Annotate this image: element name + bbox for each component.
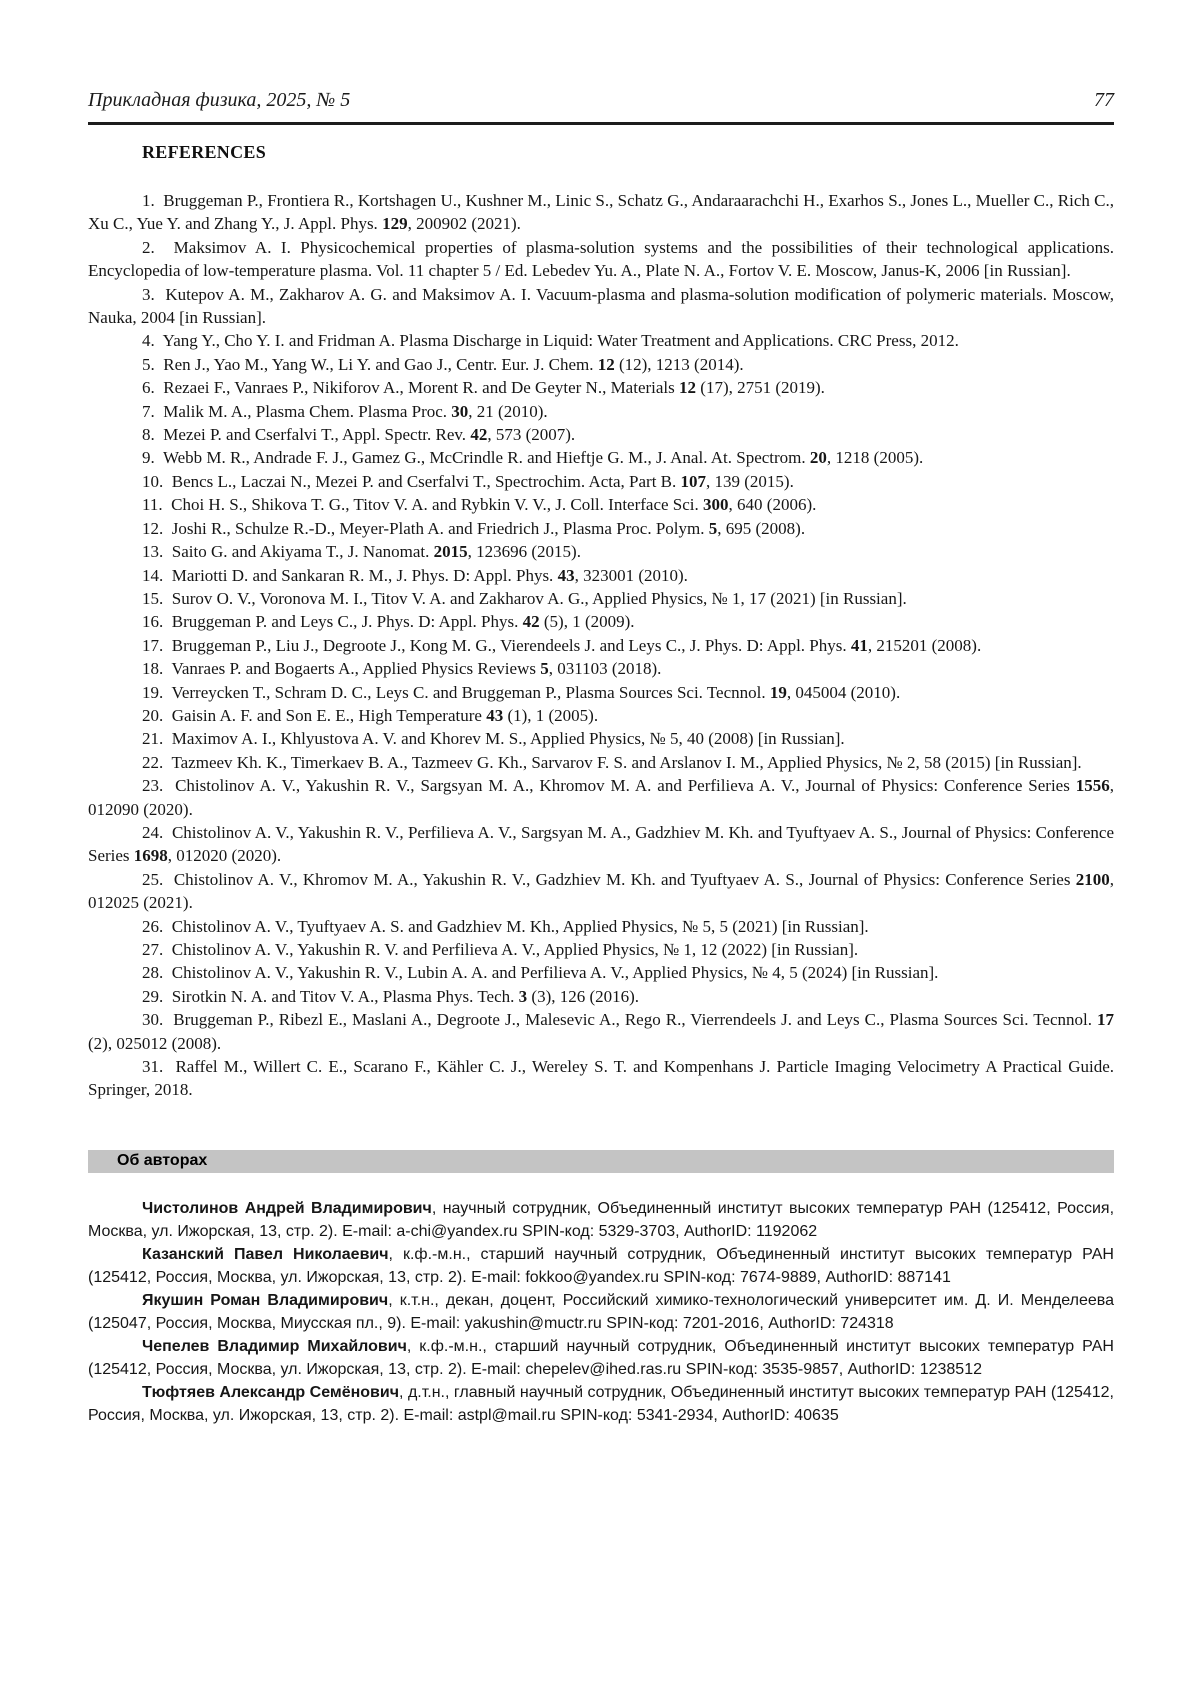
author-item: Чепелев Владимир Михайлович, к.ф.-м.н., старший научный сотрудник, Объединенный институт высоких температур РАН (125412, Россия, Москва, ул. Ижорская, 13, стр. 2). E-mail: chepelev@ihed.ras.ru SPIN-код: 3535-9857, AuthorID: 1238512 xyxy=(88,1337,1114,1378)
header-rule xyxy=(88,122,1114,125)
reference-item: 5. Ren J., Yao M., Yang W., Li Y. and Gao J., Centr. Eur. J. Chem. 12 (12), 1213 (2014). xyxy=(142,354,744,374)
reference-item: 6. Rezaei F., Vanraes P., Nikiforov A., Morent R. and De Geyter N., Materials 12 (17), 2751 (2019). xyxy=(142,378,825,398)
page-number: 77 xyxy=(1094,89,1114,111)
reference-item: 20. Gaisin A. F. and Son E. E., High Temperature 43 (1), 1 (2005). xyxy=(142,705,599,725)
reference-item: 26. Chistolinov A. V., Tyuftyaev A. S. and Gadzhiev M. Kh., Applied Physics, № 5, 5 (2021) [in Russian]. xyxy=(142,916,869,936)
reference-item: 25. Chistolinov A. V., Khromov M. A., Yakushin R. V., Gadzhiev M. Kh. and Tyuftyaev A. S., Journal of Physics: Conference Series 2100, 012025 (2021). xyxy=(88,869,1114,913)
reference-item: 28. Chistolinov A. V., Yakushin R. V., Lubin A. A. and Perfilieva A. V., Applied Physics, № 4, 5 (2024) [in Russian]. xyxy=(142,963,939,983)
reference-item: 15. Surov O. V., Voronova M. I., Titov V. A. and Zakharov A. G., Applied Physics, № 1, 17 (2021) [in Russian]. xyxy=(142,588,907,608)
running-head xyxy=(88,0,1114,112)
author-name: Чистолинов Андрей Владимирович xyxy=(142,1199,432,1217)
author-name: Чепелев Владимир Михайлович xyxy=(142,1337,407,1355)
reference-item: 27. Chistolinov A. V., Yakushin R. V. and Perfilieva A. V., Applied Physics, № 1, 12 (2022) [in Russian]. xyxy=(142,940,859,959)
reference-item: 14. Mariotti D. and Sankaran R. M., J. Phys. D: Appl. Phys. 43, 323001 (2010). xyxy=(142,565,688,585)
reference-item: 21. Maximov A. I., Khlyustova A. V. and Khorev M. S., Applied Physics, № 5, 40 (2008) [in Russian]. xyxy=(142,729,845,749)
author-item: Якушин Роман Владимирович, к.т.н., декан, доцент, Российский химико-технологический университет им. Д. И. Менделеева (125047, Россия, Москва, Миусская пл., 9). E-mail: yakushin@muctr.ru SPIN-код: 7201-2016, AuthorID: 724318 xyxy=(88,1291,1114,1332)
reference-item: 23. Chistolinov A. V., Yakushin R. V., Sargsyan M. A., Khromov M. A. and Perfilieva A. V., Journal of Physics: Conference Series 1556, 012090 (2020). xyxy=(88,776,1114,819)
author-name: Якушин Роман Владимирович xyxy=(142,1291,389,1309)
author-item: Тюфтяев Александр Семёнович, д.т.н., главный научный сотрудник, Объединенный институт высоких температур РАН (125412, Россия, Москва, ул. Ижорская, 13, стр. 2). E-mail: astpl@mail.ru SPIN-код: 5341-2934, AuthorID: 40635 xyxy=(88,1383,1115,1424)
author-name: Тюфтяев Александр Семёнович xyxy=(142,1383,400,1401)
reference-item: 13. Saito G. and Akiyama T., J. Nanomat. 2015, 123696 (2015). xyxy=(142,542,581,562)
reference-item: 7. Malik M. A., Plasma Chem. Plasma Proc. 30, 21 (2010). xyxy=(142,401,548,421)
references-heading: REFERENCES xyxy=(142,142,267,162)
reference-item: 3. Kutepov A. M., Zakharov A. G. and Maksimov A. I. Vacuum-plasma and plasma-solution modification of polymeric materials. Moscow, Nauka, 2004 [in Russian]. xyxy=(88,284,1114,328)
reference-item: 31. Raffel M., Willert C. E., Scarano F., Kähler C. J., Wereley S. T. and Kompenhans J. Particle Imaging Velocimetry A Practical Guide. Springer, 2018. xyxy=(88,1057,1114,1100)
reference-item: 2. Maksimov A. I. Physicochemical properties of plasma-solution systems and the possibilities of their technological applications. Encyclopedia of low-temperature plasma. Vol. 11 chapter 5 / Ed. Lebedev Yu. A., Plate N. A., Fortov V. E. Moscow, Janus-K, 2006 [in Russian]. xyxy=(88,237,1114,281)
reference-item: 16. Bruggeman P. and Leys C., J. Phys. D: Appl. Phys. 42 (5), 1 (2009). xyxy=(142,612,635,632)
journal-title: Прикладная физика, 2025, № 5 xyxy=(88,89,351,111)
reference-item: 17. Bruggeman P., Liu J., Degroote J., Kong M. G., Vierendeels J. and Leys C., J. Phys. D: Appl. Phys. 41, 215201 (2008). xyxy=(142,635,982,655)
reference-item: 24. Chistolinov A. V., Yakushin R. V., Perfilieva A. V., Sargsyan M. A., Gadzhiev M. Kh. and Tyuftyaev A. S., Journal of Physics: Conference Series 1698, 012020 (2020). xyxy=(88,822,1114,866)
reference-item: 19. Verreycken T., Schram D. C., Leys C. and Bruggeman P., Plasma Sources Sci. Tecnnol. 19, 045004 (2010). xyxy=(142,682,901,702)
reference-item: 11. Choi H. S., Shikova T. G., Titov V. A. and Rybkin V. V., J. Coll. Interface Sci. 300, 640 (2006). xyxy=(142,495,817,515)
about-authors-heading: Об авторах xyxy=(117,1152,208,1170)
reference-item: 8. Mezei P. and Cserfalvi T., Appl. Spectr. Rev. 42, 573 (2007). xyxy=(142,425,576,445)
reference-item: 9. Webb M. R., Andrade F. J., Gamez G., McCrindle R. and Hieftje G. M., J. Anal. At. Spectrom. 20, 1218 (2005). xyxy=(142,448,924,468)
reference-item: 29. Sirotkin N. A. and Titov V. A., Plasma Phys. Tech. 3 (3), 126 (2016). xyxy=(142,986,640,1006)
reference-item: 22. Tazmeev Kh. K., Timerkaev B. A., Tazmeev G. Kh., Sarvarov F. S. and Arslanov I. M., Applied Physics, № 2, 58 (2015) [in Russian]. xyxy=(142,752,1082,772)
author-item: Казанский Павел Николаевич, к.ф.-м.н., старший научный сотрудник, Объединенный институт высоких температур РАН (125412, Россия, Москва, ул. Ижорская, 13, стр. 2). E-mail: fokkoo@yandex.ru SPIN-код: 7674-9889, AuthorID: 887141 xyxy=(88,1245,1114,1286)
reference-item: 10. Bencs L., Laczai N., Mezei P. and Cserfalvi T., Spectrochim. Acta, Part B. 107, 139 (2015). xyxy=(142,471,794,491)
author-item: Чистолинов Андрей Владимирович, научный сотрудник, Объединенный институт высоких температур РАН (125412, Россия, Москва, ул. Ижорская, 13, стр. 2). E-mail: a-chi@yandex.ru SPIN-код: 5329-3703, AuthorID: 1192062 xyxy=(88,1199,1115,1240)
reference-item: 4. Yang Y., Cho Y. I. and Fridman A. Plasma Discharge in Liquid: Water Treatment and Applications. CRC Press, 2012. xyxy=(142,331,959,351)
about-authors-bar xyxy=(88,1150,1114,1173)
references-list xyxy=(88,189,1114,1102)
author-name: Казанский Павел Николаевич xyxy=(142,1245,389,1263)
reference-item: 18. Vanraes P. and Bogaerts A., Applied Physics Reviews 5, 031103 (2018). xyxy=(142,659,662,679)
authors-list xyxy=(88,1197,1114,1427)
reference-item: 30. Bruggeman P., Ribezl E., Maslani A., Degroote J., Malesevic A., Rego R., Vierrendeels J. and Leys C., Plasma Sources Sci. Tecnnol. 17 (2), 025012 (2008). xyxy=(88,1010,1114,1053)
reference-item: 12. Joshi R., Schulze R.-D., Meyer-Plath A. and Friedrich J., Plasma Proc. Polym. 5, 695 (2008). xyxy=(142,518,806,538)
reference-item: 1. Bruggeman P., Frontiera R., Kortshagen U., Kushner M., Linic S., Schatz G., Andaraarachchi H., Exarhos S., Jones L., Mueller C., Rich C., Xu C., Yue Y. and Zhang Y., J. Appl. Phys. 129, 200902 (2021). xyxy=(88,191,1114,234)
